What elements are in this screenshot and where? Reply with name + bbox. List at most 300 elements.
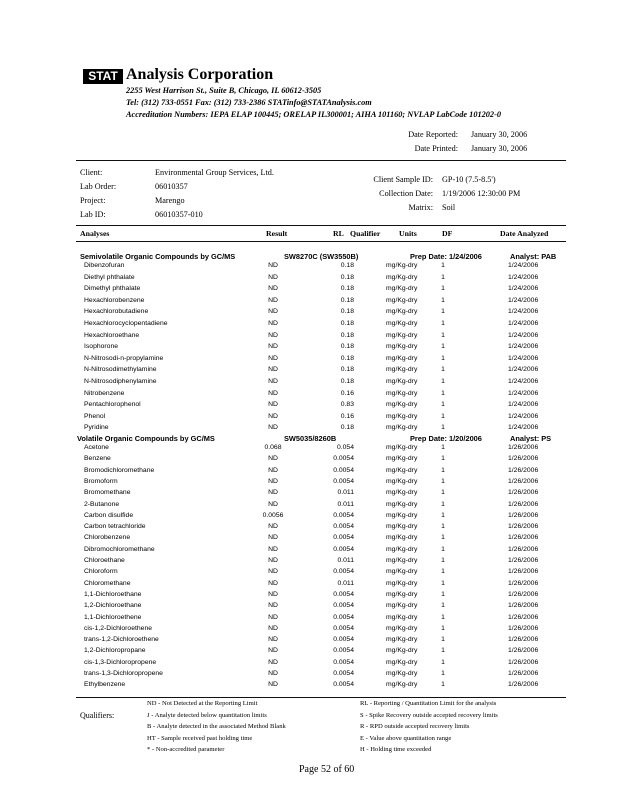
lab-order-label: Lab Order: xyxy=(80,182,117,191)
date-analyzed-value: 1/24/2006 xyxy=(508,273,539,281)
units-value: mg/Kg-dry xyxy=(386,343,418,351)
rl-value: 0.18 xyxy=(340,308,354,316)
date-analyzed-value: 1/26/2006 xyxy=(508,590,539,598)
rl-value: 0.18 xyxy=(340,320,354,327)
result-value: ND xyxy=(268,466,278,474)
df-value: 1 xyxy=(441,658,445,666)
date-analyzed-value: 1/24/2006 xyxy=(508,285,539,293)
date-analyzed-value: 1/26/2006 xyxy=(508,534,539,542)
date-analyzed-value: 1/26/2006 xyxy=(508,670,539,677)
date-analyzed-value: 1/24/2006 xyxy=(508,331,539,339)
rl-value: 0.0054 xyxy=(333,613,354,621)
units-value: mg/Kg-dry xyxy=(386,262,418,269)
date-analyzed-value: 1/24/2006 xyxy=(508,343,539,351)
table-row xyxy=(0,591,642,601)
analyte-name: N-Nitrosodi-n-propylamine xyxy=(84,354,164,362)
units-value: mg/Kg-dry xyxy=(386,681,418,689)
result-value: ND xyxy=(268,489,278,497)
rl-value: 0.18 xyxy=(340,424,354,432)
df-value: 1 xyxy=(441,647,445,655)
units-value: mg/Kg-dry xyxy=(386,500,418,508)
units-value: mg/Kg-dry xyxy=(386,320,418,327)
result-value: ND xyxy=(268,545,278,553)
rl-value: 0.18 xyxy=(340,296,354,304)
date-analyzed-value: 1/24/2006 xyxy=(508,389,539,397)
analyte-name: Carbon disulfide xyxy=(84,511,134,519)
rl-value: 0.0054 xyxy=(333,636,354,644)
date-analyzed-value: 1/24/2006 xyxy=(508,401,539,409)
table-row xyxy=(0,355,642,365)
analyte-name: Pyridine xyxy=(84,424,109,432)
df-value: 1 xyxy=(441,670,445,677)
df-value: 1 xyxy=(441,568,445,576)
units-value: mg/Kg-dry xyxy=(386,579,418,587)
rl-value: 0.18 xyxy=(340,331,354,339)
analyte-name: Benzene xyxy=(84,455,111,463)
col-result: Result xyxy=(266,229,288,238)
units-value: mg/Kg-dry xyxy=(386,331,418,339)
df-value: 1 xyxy=(441,389,445,397)
qualifier-note: RL - Reporting / Quantitation Limit for the analysis xyxy=(360,700,497,707)
df-value: 1 xyxy=(441,489,445,497)
df-value: 1 xyxy=(441,500,445,508)
section-method: SW5035/8260B xyxy=(284,434,337,443)
date-analyzed-value: 1/24/2006 xyxy=(508,424,539,432)
date-analyzed-value: 1/26/2006 xyxy=(508,466,539,474)
qualifier-note: ND - Not Detected at the Reporting Limit xyxy=(147,700,258,707)
date-analyzed-value: 1/24/2006 xyxy=(508,378,539,385)
table-row xyxy=(0,681,642,691)
company-address: 2255 West Harrison St., Suite B, Chicago, IL 60612-3505 xyxy=(126,86,322,95)
company-contact: Tel: (312) 733-0551 Fax: (312) 733-2386 STATinfo@STATAnalysis.com xyxy=(126,98,372,107)
rl-value: 0.0054 xyxy=(333,624,354,632)
df-value: 1 xyxy=(441,320,445,327)
units-value: mg/Kg-dry xyxy=(386,670,418,677)
df-value: 1 xyxy=(441,366,445,374)
table-row xyxy=(0,390,642,400)
units-value: mg/Kg-dry xyxy=(386,477,418,485)
analyte-name: Chloromethane xyxy=(84,579,131,587)
table-row xyxy=(0,670,642,680)
analyte-name: 2-Butanone xyxy=(84,500,120,508)
qualifier-note: S - Spike Recovery outside accepted recovery limits xyxy=(360,711,498,719)
units-value: mg/Kg-dry xyxy=(386,613,418,621)
units-value: mg/Kg-dry xyxy=(386,273,418,281)
table-row xyxy=(0,546,642,556)
table-row xyxy=(0,343,642,353)
date-analyzed-value: 1/26/2006 xyxy=(508,444,539,451)
analyte-name: 1,2-Dichloroethane xyxy=(84,602,142,610)
analyte-name: cis-1,2-Dichloroethene xyxy=(84,624,153,632)
table-row xyxy=(0,501,642,511)
result-value: ND xyxy=(268,424,278,432)
rl-value: 0.0054 xyxy=(333,511,354,519)
rl-value: 0.18 xyxy=(340,285,354,293)
table-row xyxy=(0,262,642,272)
accreditation-numbers: Accreditation Numbers: IEPA ELAP 100445; ORELAP IL300001; AIHA 101160; NVLAP LabCode 101202-0 xyxy=(126,110,501,119)
df-value: 1 xyxy=(441,624,445,632)
df-value: 1 xyxy=(441,636,445,644)
table-row xyxy=(0,625,642,635)
rl-value: 0.16 xyxy=(340,412,354,420)
rl-value: 0.0054 xyxy=(333,455,354,463)
result-value: ND xyxy=(268,273,278,281)
date-analyzed-value: 1/26/2006 xyxy=(508,477,539,485)
table-row xyxy=(0,659,642,669)
units-value: mg/Kg-dry xyxy=(386,636,418,644)
df-value: 1 xyxy=(441,444,445,451)
table-row xyxy=(0,274,642,284)
analyte-name: Hexachloroethane xyxy=(84,331,140,339)
result-value: ND xyxy=(268,343,278,351)
result-value: ND xyxy=(268,613,278,621)
df-value: 1 xyxy=(441,557,445,564)
analyte-name: Chlorobenzene xyxy=(84,534,131,542)
result-value: ND xyxy=(268,568,278,576)
rl-value: 0.0054 xyxy=(333,568,354,576)
rl-value: 0.0054 xyxy=(333,670,354,677)
rl-value: 0.0054 xyxy=(333,545,354,553)
date-analyzed-value: 1/26/2006 xyxy=(508,636,539,644)
rl-value: 0.0054 xyxy=(333,466,354,474)
date-analyzed-value: 1/24/2006 xyxy=(508,412,539,420)
units-value: mg/Kg-dry xyxy=(386,590,418,598)
df-value: 1 xyxy=(441,354,445,362)
analyte-name: Hexachlorocyclopentadiene xyxy=(84,320,168,327)
rl-value: 0.18 xyxy=(340,354,354,362)
analyte-name: Carbon tetrachloride xyxy=(84,523,146,531)
result-value: ND xyxy=(268,534,278,542)
date-analyzed-value: 1/26/2006 xyxy=(508,681,539,689)
df-value: 1 xyxy=(441,285,445,293)
rl-value: 0.011 xyxy=(337,500,354,508)
result-value: 0.068 xyxy=(264,444,282,451)
divider-columns-top xyxy=(76,225,566,226)
date-analyzed-value: 1/26/2006 xyxy=(508,568,539,576)
df-value: 1 xyxy=(441,296,445,304)
qualifier-note: R - RPD outside accepted recovery limits xyxy=(360,723,470,730)
df-value: 1 xyxy=(441,273,445,281)
date-analyzed-value: 1/26/2006 xyxy=(508,624,539,632)
df-value: 1 xyxy=(441,523,445,531)
client-sample-id-label: Client Sample ID: xyxy=(373,175,433,184)
result-value: 0.0056 xyxy=(262,511,284,519)
qualifier-note: * - Non-accredited parameter xyxy=(147,746,225,753)
df-value: 1 xyxy=(441,378,445,385)
df-value: 1 xyxy=(441,466,445,474)
section-title: Volatile Organic Compounds by GC/MS xyxy=(77,434,215,443)
date-analyzed-value: 1/24/2006 xyxy=(508,320,539,327)
date-analyzed-value: 1/24/2006 xyxy=(508,366,539,374)
date-analyzed-value: 1/24/2006 xyxy=(508,262,539,269)
units-value: mg/Kg-dry xyxy=(386,658,418,666)
analyte-name: Chloroform xyxy=(84,568,118,576)
analyte-name: Chloroethane xyxy=(84,557,125,564)
date-printed-label: Date Printed: xyxy=(414,144,458,153)
result-value: ND xyxy=(268,331,278,339)
rl-value: 0.0054 xyxy=(333,658,354,666)
result-value: ND xyxy=(268,354,278,362)
date-analyzed-value: 1/26/2006 xyxy=(508,545,539,553)
table-row xyxy=(0,413,642,423)
df-value: 1 xyxy=(441,613,445,621)
date-analyzed-value: 1/26/2006 xyxy=(508,455,539,463)
table-row xyxy=(0,512,642,522)
lab-id-value: 06010357-010 xyxy=(155,210,203,219)
date-analyzed-value: 1/26/2006 xyxy=(508,613,539,621)
units-value: mg/Kg-dry xyxy=(386,444,418,451)
divider-columns-bottom xyxy=(76,241,566,242)
analyte-name: Pentachlorophenol xyxy=(84,401,141,409)
section-analyst: Analyst: PS xyxy=(510,434,552,443)
collection-date-value: 1/19/2006 12:30:00 PM xyxy=(442,189,521,198)
date-analyzed-value: 1/24/2006 xyxy=(508,296,539,304)
table-row xyxy=(0,467,642,477)
rl-value: 0.0054 xyxy=(333,647,354,655)
analyte-name: trans-1,2-Dichloroethene xyxy=(84,636,159,644)
analyte-name: N-Nitrosodiphenylamine xyxy=(84,378,157,385)
date-analyzed-value: 1/26/2006 xyxy=(508,523,539,531)
qualifier-note: J - Analyte detected below quantitation limits xyxy=(147,711,267,719)
analyte-name: Dibenzofuran xyxy=(84,262,125,269)
table-row xyxy=(0,602,642,612)
result-value: ND xyxy=(268,624,278,632)
col-qualifier: Qualifier xyxy=(350,229,381,238)
qualifier-note: B - Analyte detected in the associated Method Blank xyxy=(147,723,286,730)
col-df: DF xyxy=(442,229,453,238)
df-value: 1 xyxy=(441,545,445,553)
df-value: 1 xyxy=(441,477,445,485)
result-value: ND xyxy=(268,296,278,304)
qualifiers-label: Qualifiers: xyxy=(80,711,115,720)
analyte-name: Diethyl phthalate xyxy=(84,273,135,281)
table-row xyxy=(0,534,642,544)
analyte-name: Dibromochloromethane xyxy=(84,545,155,553)
rl-value: 0.054 xyxy=(336,444,354,451)
section-title: Semivolatile Organic Compounds by GC/MS xyxy=(80,252,236,261)
rl-value: 0.18 xyxy=(340,273,354,281)
units-value: mg/Kg-dry xyxy=(386,296,418,304)
df-value: 1 xyxy=(441,331,445,339)
df-value: 1 xyxy=(441,308,445,316)
result-value: ND xyxy=(268,378,278,385)
qualifier-note: E - Value above quantitation range xyxy=(360,734,452,742)
analyte-name: 1,2-Dichloropropane xyxy=(84,647,146,655)
table-row xyxy=(0,444,642,454)
result-value: ND xyxy=(268,412,278,420)
table-row xyxy=(0,580,642,590)
date-analyzed-value: 1/26/2006 xyxy=(508,511,539,519)
date-analyzed-value: 1/26/2006 xyxy=(508,647,539,655)
units-value: mg/Kg-dry xyxy=(386,602,418,610)
rl-value: 0.16 xyxy=(340,389,354,397)
rl-value: 0.0054 xyxy=(333,681,354,689)
df-value: 1 xyxy=(441,262,445,269)
units-value: mg/Kg-dry xyxy=(386,378,418,385)
units-value: mg/Kg-dry xyxy=(386,647,418,655)
df-value: 1 xyxy=(441,511,445,519)
table-row xyxy=(0,401,642,411)
date-analyzed-value: 1/24/2006 xyxy=(508,308,539,316)
qualifier-note: H - Holding time exceeded xyxy=(360,746,432,753)
result-value: ND xyxy=(268,590,278,598)
date-analyzed-value: 1/26/2006 xyxy=(508,557,539,564)
analyte-name: 1,1-Dichloroethane xyxy=(84,590,142,598)
rl-value: 0.18 xyxy=(340,378,354,385)
table-row xyxy=(0,636,642,646)
section-prep-date: Prep Date: 1/24/2006 xyxy=(410,252,482,261)
date-analyzed-value: 1/24/2006 xyxy=(508,354,539,362)
result-value: ND xyxy=(268,658,278,666)
date-analyzed-value: 1/26/2006 xyxy=(508,658,539,666)
units-value: mg/Kg-dry xyxy=(386,489,418,497)
units-value: mg/Kg-dry xyxy=(386,285,418,293)
df-value: 1 xyxy=(441,590,445,598)
df-value: 1 xyxy=(441,579,445,587)
table-row xyxy=(0,424,642,434)
collection-date-label: Collection Date: xyxy=(379,189,433,198)
table-row xyxy=(0,366,642,376)
result-value: ND xyxy=(268,401,278,409)
table-row xyxy=(0,285,642,295)
result-value: ND xyxy=(268,636,278,644)
rl-value: 0.0054 xyxy=(333,523,354,531)
table-row xyxy=(0,523,642,533)
units-value: mg/Kg-dry xyxy=(386,354,418,362)
result-value: ND xyxy=(268,389,278,397)
rl-value: 0.011 xyxy=(337,557,354,564)
df-value: 1 xyxy=(441,602,445,610)
df-value: 1 xyxy=(441,343,445,351)
client-label: Client: xyxy=(80,168,103,177)
units-value: mg/Kg-dry xyxy=(386,455,418,463)
lab-id-label: Lab ID: xyxy=(80,210,106,219)
table-row xyxy=(0,568,642,578)
analyte-name: cis-1,3-Dichloropropene xyxy=(84,658,157,666)
analyte-name: Phenol xyxy=(84,412,106,420)
rl-value: 0.0054 xyxy=(333,534,354,542)
analyte-name: Hexachlorobutadiene xyxy=(84,308,149,316)
rl-value: 0.0054 xyxy=(333,590,354,598)
project-value: Marengo xyxy=(155,196,185,205)
analyte-name: Acetone xyxy=(84,444,109,451)
df-value: 1 xyxy=(441,412,445,420)
units-value: mg/Kg-dry xyxy=(386,412,418,420)
section-method: SW8270C (SW3550B) xyxy=(284,252,359,261)
matrix-label: Matrix: xyxy=(408,203,433,212)
table-row xyxy=(0,557,642,567)
analyte-name: Bromoform xyxy=(84,477,118,485)
table-row xyxy=(0,614,642,624)
qualifier-note: HT - Sample received past holding time xyxy=(147,734,253,742)
date-analyzed-value: 1/26/2006 xyxy=(508,579,539,587)
result-value: ND xyxy=(268,670,278,677)
units-value: mg/Kg-dry xyxy=(386,401,418,409)
result-value: ND xyxy=(268,366,278,374)
table-row xyxy=(0,455,642,465)
result-value: ND xyxy=(268,285,278,293)
rl-value: 0.83 xyxy=(340,401,354,409)
result-value: ND xyxy=(268,602,278,610)
result-value: ND xyxy=(268,320,278,327)
date-analyzed-value: 1/26/2006 xyxy=(508,489,539,497)
page-number: Page 52 of 60 xyxy=(299,764,355,775)
units-value: mg/Kg-dry xyxy=(386,624,418,632)
rl-value: 0.18 xyxy=(340,343,354,351)
rl-value: 0.0054 xyxy=(333,477,354,485)
rl-value: 0.18 xyxy=(340,366,354,374)
result-value: ND xyxy=(268,477,278,485)
units-value: mg/Kg-dry xyxy=(386,557,418,564)
units-value: mg/Kg-dry xyxy=(386,308,418,316)
result-value: ND xyxy=(268,262,278,269)
result-value: ND xyxy=(268,455,278,463)
result-value: ND xyxy=(268,500,278,508)
date-analyzed-value: 1/26/2006 xyxy=(508,602,539,610)
date-reported-value: January 30, 2006 xyxy=(471,130,528,139)
units-value: mg/Kg-dry xyxy=(386,568,418,576)
rl-value: 0.011 xyxy=(337,489,354,497)
df-value: 1 xyxy=(441,681,445,689)
analyte-name: N-Nitrosodimethylamine xyxy=(84,366,157,374)
result-value: ND xyxy=(268,647,278,655)
lab-order-value: 06010357 xyxy=(155,182,188,191)
divider-footer xyxy=(76,697,566,698)
date-reported-label: Date Reported: xyxy=(408,130,458,139)
client-sample-id-value: GP-10 (7.5-8.5') xyxy=(442,175,496,184)
table-row xyxy=(0,308,642,318)
section-prep-date: Prep Date: 1/20/2006 xyxy=(410,434,482,443)
analyte-name: 1,1-Dichloroethene xyxy=(84,613,142,621)
result-value: ND xyxy=(268,523,278,531)
df-value: 1 xyxy=(441,401,445,409)
table-row xyxy=(0,489,642,499)
analyte-name: Isophorone xyxy=(84,343,119,351)
table-row xyxy=(0,378,642,388)
units-value: mg/Kg-dry xyxy=(386,466,418,474)
col-rl: RL xyxy=(333,229,344,238)
result-value: ND xyxy=(268,579,278,587)
analyte-name: trans-1,3-Dichloropropene xyxy=(84,670,163,677)
stat-logo: STAT xyxy=(83,69,123,84)
units-value: mg/Kg-dry xyxy=(386,511,418,519)
date-printed-value: January 30, 2006 xyxy=(471,144,528,153)
analyte-name: Bromomethane xyxy=(84,489,131,497)
company-name: Analysis Corporation xyxy=(126,66,274,83)
col-date-analyzed: Date Analyzed xyxy=(500,229,549,238)
table-row xyxy=(0,320,642,330)
analyte-name: Hexachlorobenzene xyxy=(84,296,145,304)
rl-value: 0.0054 xyxy=(333,602,354,610)
df-value: 1 xyxy=(441,455,445,463)
table-row xyxy=(0,478,642,488)
section-analyst: Analyst: PAB xyxy=(510,252,557,261)
df-value: 1 xyxy=(441,424,445,432)
df-value: 1 xyxy=(441,534,445,542)
rl-value: 0.011 xyxy=(337,579,354,587)
client-value: Environmental Group Services, Ltd. xyxy=(155,168,274,177)
result-value: ND xyxy=(268,557,278,564)
result-value: ND xyxy=(268,681,278,689)
divider-top xyxy=(76,160,566,161)
col-units: Units xyxy=(399,229,417,238)
table-row xyxy=(0,332,642,342)
col-analyses: Analyses xyxy=(80,229,110,238)
units-value: mg/Kg-dry xyxy=(386,545,418,553)
result-value: ND xyxy=(268,308,278,316)
matrix-value: Soil xyxy=(442,203,456,212)
analyte-name: Bromodichloromethane xyxy=(84,466,155,474)
